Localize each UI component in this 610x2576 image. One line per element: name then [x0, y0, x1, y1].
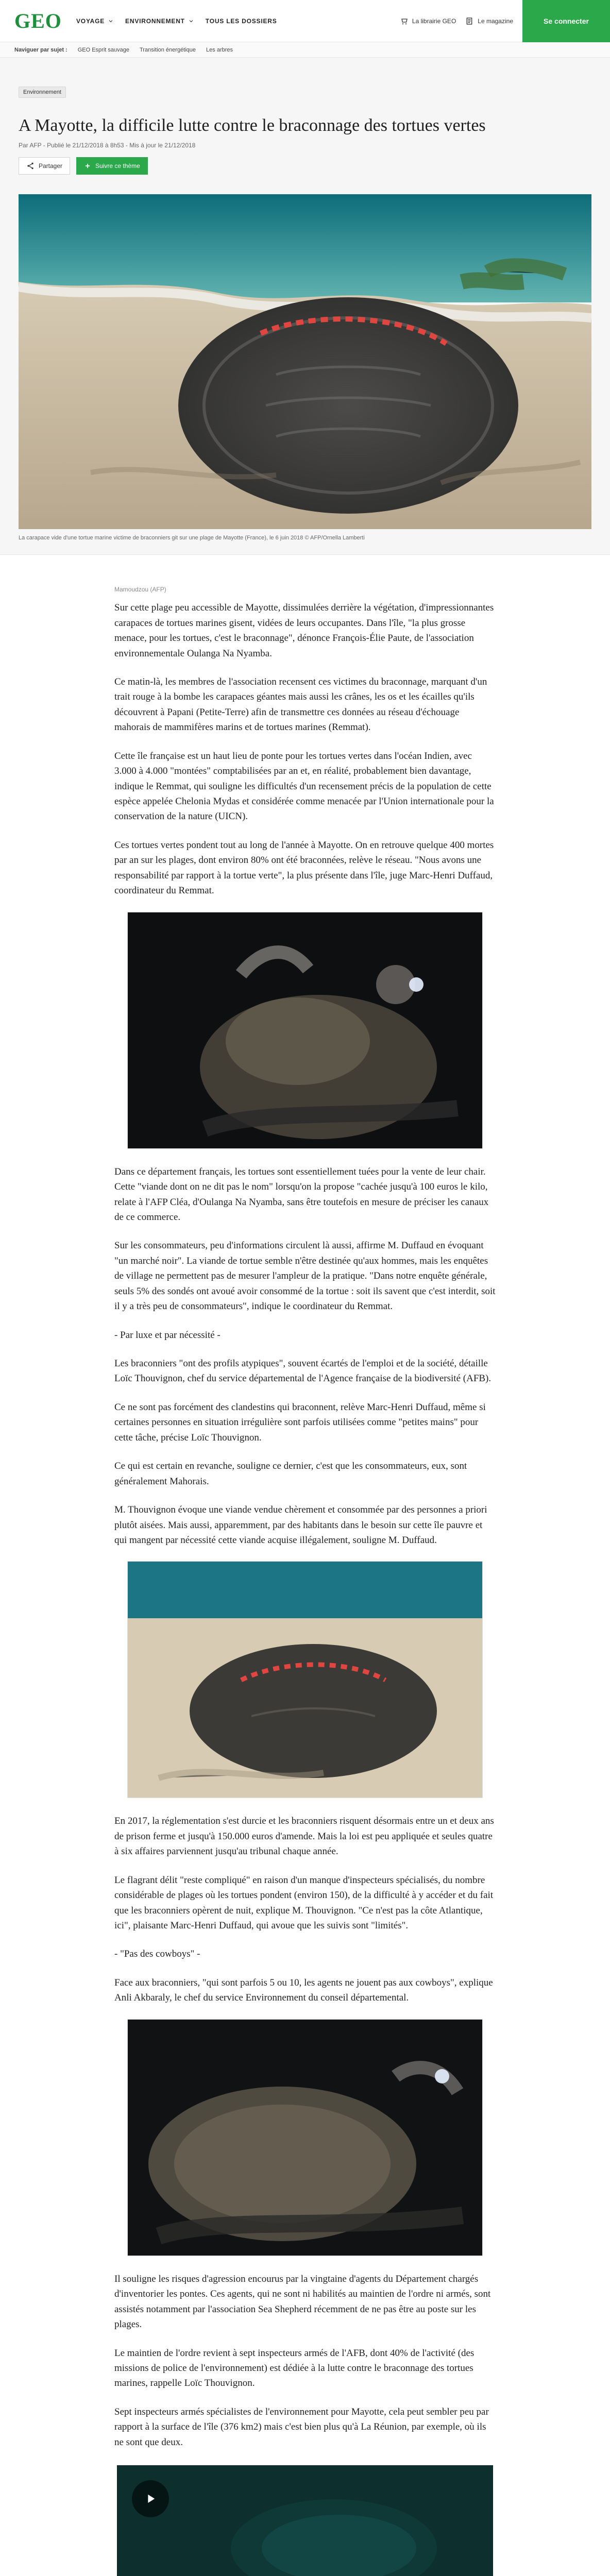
article-paragraph: Ces tortues vertes pondent tout au long de l'année à Mayotte. On en retrouve quelque 400 mortes par an sur les plages, dont environ 80% ont été braconnées, relève le réseau. "Nous avons une responsabilité par rapport à la tortue verte", la plus présente dans l'île, juge Marc-Henri Duffaud, coordinateur du Remmat.: [114, 839, 494, 896]
header-tools: [400, 0, 610, 42]
article-paragraph: Il souligne les risques d'agression encourus par la vingtaine d'agents du Département chargés d'inventorier les pontes. Ces agents, qui ne sont ni habilités au maintien de l'ordre ni armés, sont assistés notamment par l'association Sea Shepherd récemment de ne pas être au poste sur les plages.: [114, 2273, 491, 2330]
video-frame: [117, 2466, 493, 2576]
nav-tous-les-dossiers[interactable]: [206, 18, 277, 25]
inline-photo-shell: [127, 1561, 483, 1798]
category-tag[interactable]: Environnement: [19, 87, 66, 98]
inline-photo-night: [127, 912, 483, 1149]
night-turtle-illustration: [128, 912, 483, 1149]
hero-caption: La carapace vide d'une tortue marine victime de braconniers git sur une plage de Mayotte (France), le 6 juin 2018 © AFP/Ornella Lamberti: [19, 534, 365, 541]
article-paragraph: Sur cette plage peu accessible de Mayotte, dissimulées derrière la végétation, d'impressionnantes carapaces de tortues marines gisent, vidées de leurs occupantes. Dans l'île, "la plus grosse menace, pour les tortues, c'est le braconnage", dénonce François-Élie Paute, de l'association environnementale Oulanga Na Nyamba.: [114, 602, 494, 659]
magazine-icon: [465, 17, 473, 25]
topic-item[interactable]: Les arbres: [206, 46, 233, 53]
logo[interactable]: [0, 9, 62, 33]
follow-label: Suivre ce thème: [95, 162, 140, 170]
topic-subnav: [0, 42, 610, 58]
section-heading: - Par luxe et par nécessité -: [114, 1329, 221, 1341]
share-button[interactable]: [19, 157, 70, 175]
login-button-label: Se connecter: [544, 16, 589, 25]
cart-icon: [400, 17, 408, 25]
article-paragraph: M. Thouvignon évoque une viande vendue chèrement et consommée par des personnes a priori plutôt aisées. Mais aussi, apparemment, par des habitants dans le besoin sur cette île pauvre et qui mangent par nécessité cette viande acquise illégalement, souligne M. Duffaud.: [114, 1504, 487, 1546]
nav-tous-les-dossiers-label: TOUS LES DOSSIERS: [205, 17, 277, 25]
byline: Par AFP - Publié le 21/12/2018 à 8h53 - Mis à jour le 21/12/2018: [19, 141, 196, 149]
nav-voyage[interactable]: [76, 18, 114, 25]
topic-item[interactable]: GEO Esprit sauvage: [77, 46, 129, 53]
play-icon: [143, 2492, 158, 2506]
chevron-down-icon: [108, 18, 114, 24]
article-paragraph: En 2017, la réglementation s'est durcie et les braconniers risquent désormais entre un et deux ans de prison ferme et jusqu'à 150.000 euros d'amende. Mais la loi est peu appliquée et seules quatre à six affaires parviennent jusqu'au tribunal chaque année.: [114, 1816, 494, 1857]
article-paragraph: Ce ne sont pas forcément des clandestins qui braconnent, relève Marc-Henri Duffaud, même si certaines personnes en situation irrégulière sont parfois utilisées comme "petites mains" pour cette tâche, précise Loïc Thouvignon.: [114, 1401, 486, 1443]
inline-photo-rescue: [127, 2019, 483, 2256]
video-player[interactable]: [117, 2465, 493, 2576]
plus-icon: [84, 162, 91, 170]
article-paragraph: Cette île française est un haut lieu de ponte pour les tortues vertes dans l'océan Indien, avec 3.000 à 4.000 "montées" comptabilisées par an et, en réalité, probablement bien davantage, indique le Remmat, qui souligne les difficultés d'un recensement précis de la population de cette espèce appelée Chelonia Mydas et considérée comme menacée par l'Union internationale pour la conservation de la nature (UICN).: [114, 750, 494, 822]
article-paragraph: Ce qui est certain en revanche, souligne ce dernier, c'est que les consommateurs, eux, sont généralement Mahorais.: [114, 1461, 467, 1487]
article-paragraph: Sur les consommateurs, peu d'informations circulent là aussi, affirme M. Duffaud en évoquant "un marché noir". La viande de tortue semble n'être destinée qu'aux hommes, mais les enquêtes de village ne permettent pas de mesurer l'ampleur de la pratique. "Dans notre enquête générale, seuls 5% des sondés ont avoué avoir consommé de la tortue : soit ils savent que c'est interdit, soit il y a très peu de consommateurs", indique le coordinateur du Remmat.: [114, 1240, 496, 1312]
article-body: [114, 555, 496, 2576]
shell-on-beach-illustration: [128, 1562, 483, 1798]
nav-voyage-label: VOYAGE: [76, 17, 105, 25]
magazine-label: Le magazine: [478, 17, 513, 25]
site-logo-text: GEO: [14, 9, 62, 32]
page-title: A Mayotte, la difficile lutte contre le braconnage des tortues vertes: [19, 116, 486, 135]
top-header: [0, 0, 610, 42]
shop-label: La librairie GEO: [412, 17, 456, 25]
topic-item[interactable]: Transition énergétique: [139, 46, 196, 53]
main-nav: [76, 18, 277, 25]
section-heading: - "Pas des cowboys" -: [114, 1948, 200, 1960]
share-label: Partager: [39, 162, 63, 170]
dateline: Mamoudzou (AFP): [114, 586, 166, 594]
share-row: [19, 157, 591, 175]
rescue-turtle-illustration: [128, 2020, 483, 2256]
login-button[interactable]: [522, 0, 610, 42]
beach-turtle-illustration: [19, 194, 591, 529]
share-icon: [26, 162, 35, 170]
magazine-link[interactable]: [465, 17, 513, 25]
article-paragraph: Ce matin-là, les membres de l'association recensent ces victimes du braconnage, marquant d'un trait rouge à la bombe les carapaces géantes mais aussi les crânes, les os et les écailles qu'ils découvrent à Papani (Petite-Terre) afin de transmettre ces données au réseau d'échouage mahorais de mammifères marins et de tortues marines (Remmat).: [114, 676, 487, 733]
article-paragraph: Dans ce département français, les tortues sont essentiellement tuées pour la vente de leur chair. Cette "viande dont on ne dit pas le nom" lorsqu'on la propose "cachée jusqu'à 100 euros le kilo, relate à l'AFP Cléa, d'Oulanga Na Nyamba, sans être toutefois en mesure de préciser les canaux de ce commerce.: [114, 1166, 489, 1223]
play-button[interactable]: [132, 2480, 169, 2517]
article-paragraph: Les braconniers "ont des profils atypiques", souvent écartés de l'emploi et de la société, détaille Loïc Thouvignon, chef du service départemental de l'Agence française de la biodiversité (AFB).: [114, 1358, 492, 1384]
article-paragraph: Sept inspecteurs armés spécialistes de l'environnement pour Mayotte, cela peut sembler peu par rapport à la surface de l'île (376 km2) mais c'est bien plus qu'à La Réunion, par exemple, où ils ne sont que deux.: [114, 2406, 489, 2448]
nav-environnement[interactable]: [125, 18, 194, 25]
shop-link[interactable]: [400, 17, 456, 25]
article-paragraph: Le maintien de l'ordre revient à sept inspecteurs armés de l'AFB, dont 40% de l'activité (des missions de police de l'environnement) est dédiée à la lutte contre le braconnage des tortues marines, rappelle Loïc Thouvignon.: [114, 2347, 475, 2389]
article-paragraph: Le flagrant délit "reste compliqué" en raison d'un manque d'inspecteurs spécialisés, du nombre considérable de plages où les tortues pondent (environ 150), de la difficulté à y accéder et du fait que les braconniers opèrent de nuit, explique M. Thouvignon. "Ce n'est pas la côte Atlantique, ici", plaisante Marc-Henri Duffaud, qui avoue que les suivis sont "limités".: [114, 1874, 494, 1931]
chevron-down-icon: [188, 18, 194, 24]
topic-lead: Naviguer par sujet :: [14, 46, 67, 53]
follow-topic-button[interactable]: [76, 157, 148, 175]
nav-environnement-label: ENVIRONNEMENT: [125, 17, 185, 25]
article-hero: [0, 58, 610, 555]
article-paragraph: Face aux braconniers, "qui sont parfois 5 ou 10, les agents ne jouent pas aux cowboys", explique Anli Akbaraly, le chef du service Environnement du conseil départemental.: [114, 1977, 493, 2004]
hero-image: [19, 194, 591, 529]
